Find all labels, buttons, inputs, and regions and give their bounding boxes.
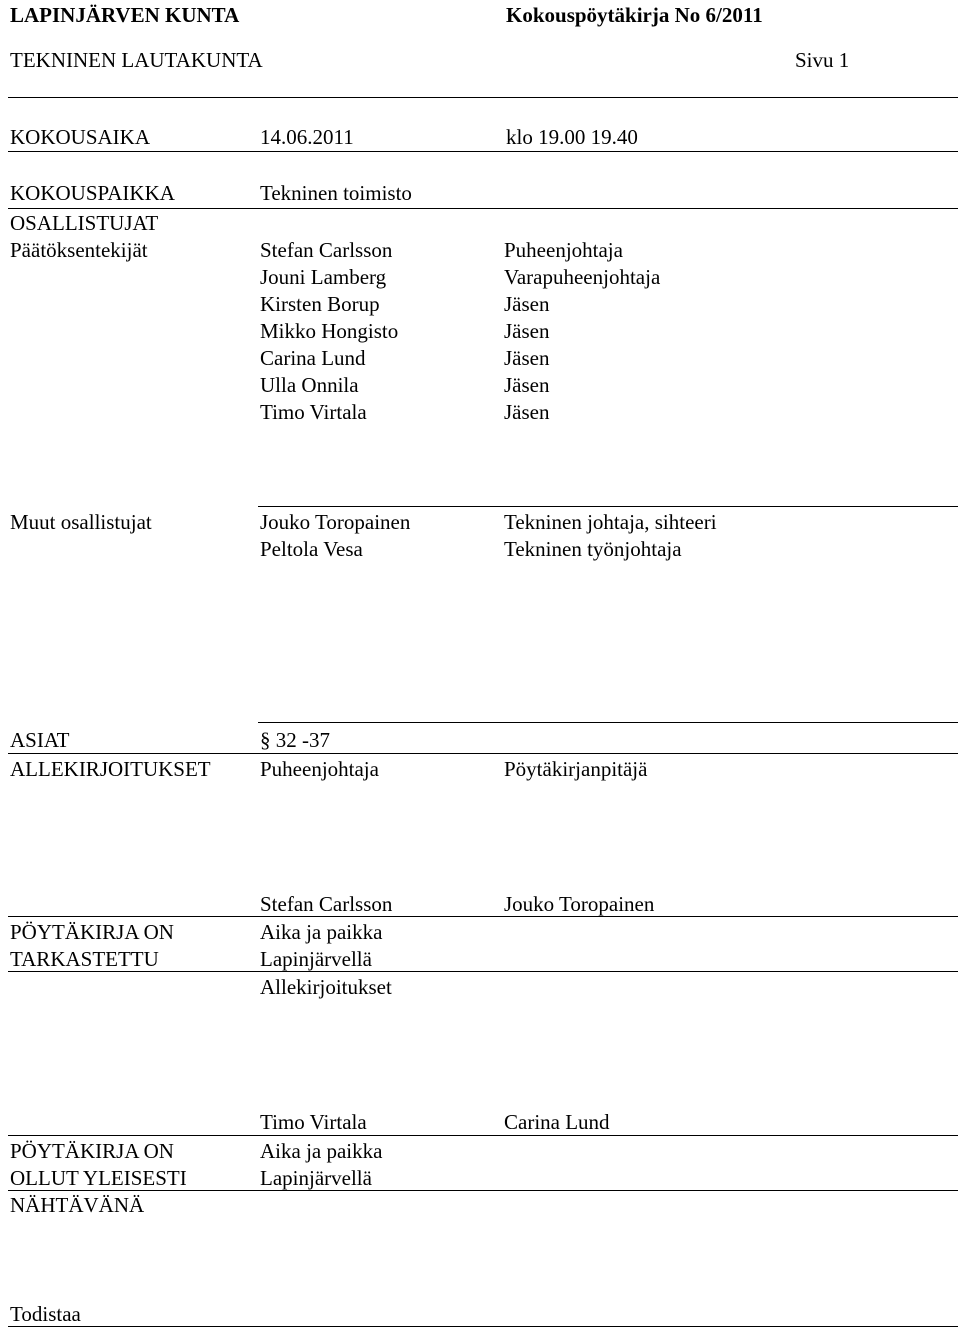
member-name: Ulla Onnila [260, 373, 359, 397]
other-participant-name: Peltola Vesa [260, 537, 363, 561]
secretary-name: Jouko Toropainen [504, 892, 655, 916]
meeting-time-label: KOKOUSAIKA [10, 125, 150, 149]
public-time-place-label: Aika ja paikka [260, 1139, 383, 1163]
member-name: Stefan Carlsson [260, 238, 393, 262]
checked-place: Lapinjärvellä [260, 947, 372, 971]
checked-signatures-label: Allekirjoitukset [260, 975, 392, 999]
divider [8, 1190, 958, 1191]
member-name: Mikko Hongisto [260, 319, 399, 343]
other-participants-label: Muut osallistujat [10, 510, 152, 534]
member-role: Varapuheenjohtaja [504, 265, 661, 289]
member-name: Jouni Lamberg [260, 265, 387, 289]
divider [258, 506, 958, 507]
checker-name: Timo Virtala [260, 1110, 367, 1134]
divider [8, 971, 958, 972]
divider [8, 1135, 958, 1136]
public-place: Lapinjärvellä [260, 1166, 372, 1190]
secretary-label: Pöytäkirjanpitäjä [504, 757, 648, 781]
meeting-place-label: KOKOUSPAIKKA [10, 181, 175, 205]
other-participant-name: Jouko Toropainen [260, 510, 411, 534]
meeting-time: klo 19.00 19.40 [506, 125, 638, 149]
checker-name: Carina Lund [504, 1110, 610, 1134]
board-name: TEKNINEN LAUTAKUNTA [10, 48, 263, 72]
meeting-date: 14.06.2011 [260, 125, 354, 149]
other-participant-role: Tekninen työnjohtaja [504, 537, 682, 561]
chair-name: Stefan Carlsson [260, 892, 393, 916]
member-name: Kirsten Borup [260, 292, 380, 316]
member-role: Jäsen [504, 346, 550, 370]
certify-label: Todistaa [10, 1302, 81, 1326]
matters-label: ASIAT [10, 728, 70, 752]
meeting-place: Tekninen toimisto [260, 181, 412, 205]
member-role: Jäsen [504, 292, 550, 316]
header-divider [8, 97, 958, 98]
page-number: Sivu 1 [795, 48, 850, 72]
member-role: Puheenjohtaja [504, 238, 623, 262]
divider [8, 753, 958, 754]
municipality-name: LAPINJÄRVEN KUNTA [10, 3, 240, 27]
matters-value: § 32 -37 [260, 728, 330, 752]
divider [8, 151, 958, 152]
public-label-line3: NÄHTÄVÄNÄ [10, 1193, 145, 1217]
public-label-line1: PÖYTÄKIRJA ON [10, 1139, 174, 1163]
member-name: Timo Virtala [260, 400, 367, 424]
signatures-label: ALLEKIRJOITUKSET [10, 757, 211, 781]
chair-label: Puheenjohtaja [260, 757, 379, 781]
member-name: Carina Lund [260, 346, 366, 370]
divider [258, 722, 958, 723]
divider [8, 208, 958, 209]
member-role: Jäsen [504, 400, 550, 424]
participants-label: OSALLISTUJAT [10, 211, 159, 235]
other-participant-role: Tekninen johtaja, sihteeri [504, 510, 717, 534]
checked-time-place-label: Aika ja paikka [260, 920, 383, 944]
document-title: Kokouspöytäkirja No 6/2011 [506, 3, 763, 27]
checked-label-line1: PÖYTÄKIRJA ON [10, 920, 174, 944]
divider [8, 1326, 958, 1327]
divider [8, 916, 958, 917]
decision-makers-label: Päätöksentekijät [10, 238, 148, 262]
member-role: Jäsen [504, 319, 550, 343]
public-label-line2: OLLUT YLEISESTI [10, 1166, 187, 1190]
member-role: Jäsen [504, 373, 550, 397]
checked-label-line2: TARKASTETTU [10, 947, 159, 971]
